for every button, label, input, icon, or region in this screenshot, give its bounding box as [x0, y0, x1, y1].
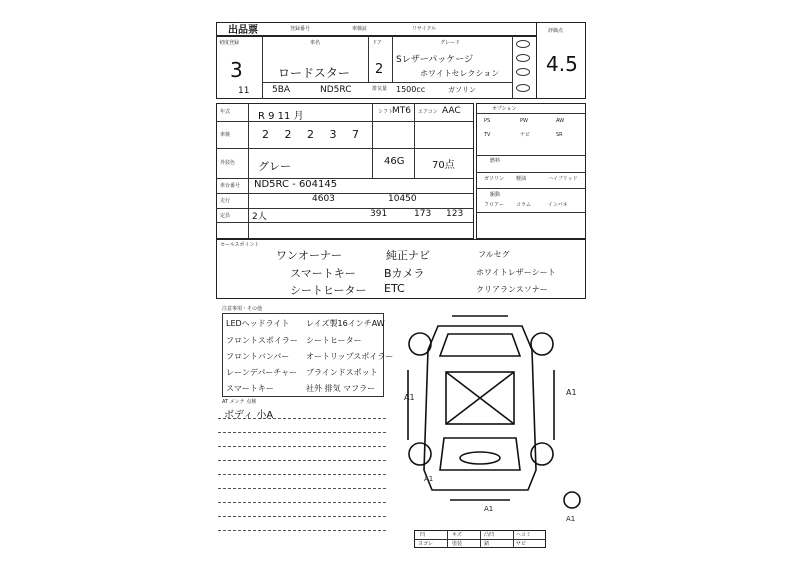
- capacity-label: 定員: [220, 213, 231, 219]
- shaken-value: 2 2 2 3 7: [262, 128, 365, 141]
- legend-row-1: ヨゴレ: [418, 541, 434, 547]
- options-title: オプション: [492, 106, 517, 112]
- damage-label-5: A1: [566, 515, 576, 523]
- sales-point-7: シートヒーター: [290, 284, 367, 297]
- sales-point-8: ETC: [384, 282, 405, 295]
- drive-item-1: フロアー: [484, 202, 504, 208]
- option-5: ナビ: [520, 132, 531, 138]
- score-label: 評価点: [548, 28, 564, 34]
- drive-item-3: インパネ: [548, 202, 568, 208]
- chassis-value: ND5RC - 604145: [254, 179, 338, 190]
- note-3: フロントスポイラー: [226, 336, 298, 345]
- sales-point-4: スマートキー: [290, 267, 356, 280]
- notes-remark: ボディ 小A: [224, 410, 274, 421]
- reg-value: R 9 11 月: [258, 111, 304, 122]
- note-10: 社外 排気 マフラー: [306, 384, 376, 393]
- option-2: PW: [520, 118, 528, 124]
- legend-row-3: 錆: [484, 541, 490, 547]
- displacement-value: 1500cc: [396, 85, 426, 94]
- model-code-prefix: 5BA: [272, 85, 291, 95]
- note-5: フロントバンパー: [226, 352, 290, 361]
- interior-score: 70点: [432, 160, 455, 171]
- note-2: レイズ製16インチAW: [306, 319, 385, 328]
- header-recycle-label: リサイクル: [412, 26, 437, 32]
- damage-label-1: A1: [404, 393, 415, 402]
- mileage-value: 4603: [312, 194, 335, 204]
- sales-point-2: 純正ナビ: [386, 249, 430, 262]
- drive-title: 駆動: [490, 192, 501, 198]
- chassis-label: 車台番号: [220, 183, 241, 189]
- option-4: TV: [484, 132, 491, 138]
- drive-item-2: コラム: [516, 202, 531, 208]
- legend-head-3: 凸凹: [484, 532, 495, 538]
- damage-label-2: A1: [566, 388, 577, 397]
- size-length: 391: [370, 209, 388, 219]
- damage-label-4: A1: [484, 505, 494, 513]
- note-4: シートヒーター: [306, 336, 362, 345]
- grade-label: グレード: [440, 40, 461, 46]
- option-6: SR: [556, 132, 563, 138]
- shaken-label: 車検: [220, 132, 231, 138]
- grade-value: Sレザーパッケージ: [396, 55, 474, 65]
- model-label: 車名: [310, 40, 321, 46]
- aircon-value: AAC: [442, 106, 461, 116]
- first-reg-label: 初度登録: [219, 40, 240, 46]
- note-8: ブラインドスポット: [306, 368, 378, 377]
- shift-value: MT6: [392, 106, 411, 116]
- sheet-title: 出品票: [228, 25, 258, 36]
- capacity-value: 2人: [252, 212, 267, 222]
- legend-head-2: キズ: [452, 532, 462, 538]
- legend-head-1: 凹: [420, 532, 426, 538]
- size-width: 173: [414, 209, 432, 219]
- sales-point-6: ホワイトレザーシート: [476, 268, 556, 277]
- sales-points-title: セールスポイント: [220, 242, 260, 248]
- legend-head-4: ヘコミ: [516, 532, 532, 538]
- color-code: 46G: [384, 156, 405, 167]
- first-reg-year: 3: [230, 58, 243, 82]
- grade-value-2: ホワイトセレクション: [420, 69, 500, 78]
- sales-point-3: フルセグ: [478, 250, 510, 259]
- displacement-label: 排気量: [372, 86, 388, 92]
- fuel-title: 燃料: [490, 158, 501, 164]
- sales-point-5: Bカメラ: [384, 267, 425, 280]
- color-value: グレー: [258, 160, 291, 173]
- size-height: 123: [446, 209, 464, 219]
- header-shaken-label: 車検証: [352, 26, 368, 32]
- doors-value: 2: [375, 62, 384, 77]
- header-reg-label: 登録番号: [290, 26, 311, 32]
- fuel-item-3: ハイブリッド: [548, 176, 578, 182]
- recycle-value: 10450: [388, 194, 417, 204]
- damage-label-3: A1: [424, 475, 434, 483]
- reg-label: 年式: [220, 109, 231, 115]
- option-1: PS: [484, 118, 491, 124]
- note-9: スマートキー: [226, 384, 274, 393]
- model-name: ロードスター: [278, 66, 350, 80]
- shift-label: シフト: [378, 109, 394, 115]
- note-6: オートリップスポイラー: [306, 352, 394, 361]
- notes-title: 注意事項・その他: [222, 306, 263, 312]
- fuel-item-2: 軽油: [516, 176, 527, 182]
- fuel-item-1: ガソリン: [484, 176, 505, 182]
- sales-point-9: クリアランスソナー: [476, 285, 548, 294]
- doors-label: ドア: [372, 40, 382, 46]
- score-value: 4.5: [546, 52, 578, 76]
- notes-footer: AT メンテ 点検: [222, 399, 257, 405]
- first-reg-month: 11: [238, 86, 250, 96]
- legend-row-2: 塗装: [452, 541, 463, 547]
- aircon-label: エアコン: [418, 109, 438, 115]
- fuel-value: ガソリン: [448, 86, 476, 94]
- color-label: 外装色: [220, 160, 236, 166]
- mileage-label: 走行: [220, 198, 231, 204]
- model-code: ND5RC: [320, 85, 352, 95]
- note-7: レーンデパーチャー: [226, 368, 298, 377]
- legend-row-4: サビ: [516, 541, 527, 547]
- sales-point-1: ワンオーナー: [276, 249, 342, 262]
- note-1: LEDヘッドライト: [226, 319, 290, 328]
- option-3: AW: [556, 118, 565, 124]
